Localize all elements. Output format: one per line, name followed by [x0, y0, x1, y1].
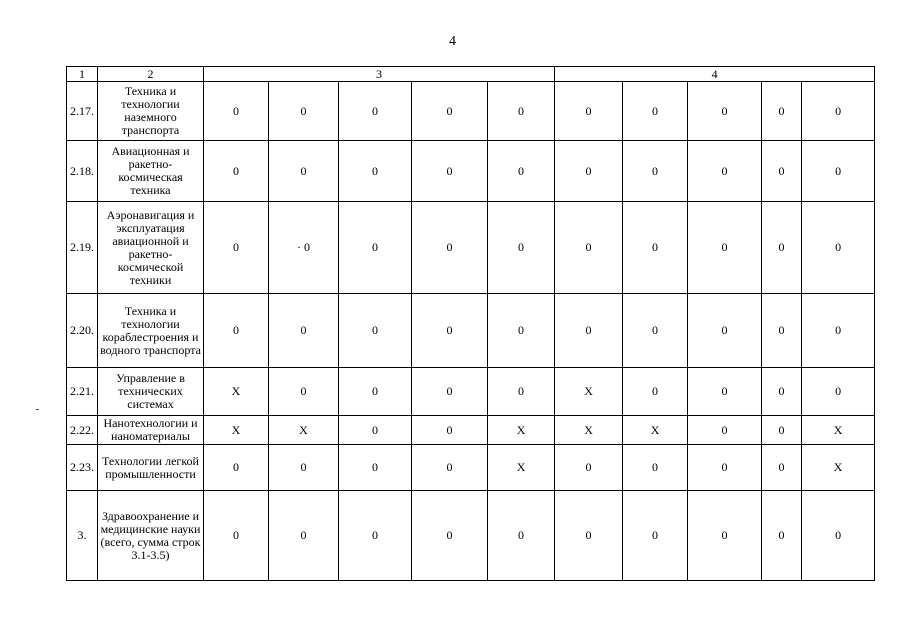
value-cell: 0: [339, 416, 412, 445]
value-cell: X: [623, 416, 688, 445]
table-row: [67, 445, 875, 491]
value-cell: 0: [802, 82, 875, 141]
value-cell: 0: [762, 368, 802, 416]
row-name: Аэронавигация и эксплуатация авиационной и ракетно-космической техники: [98, 202, 204, 294]
value-cell: 0: [204, 202, 269, 294]
value-cell: 0: [623, 445, 688, 491]
value-cell: 0: [802, 141, 875, 202]
value-cell: 0: [339, 491, 412, 581]
row-number: 2.18.: [67, 141, 98, 202]
value-cell: 0: [802, 202, 875, 294]
value-cell: 0: [555, 491, 623, 581]
row-name: Управление в технических системах: [98, 368, 204, 416]
value-cell: 0: [802, 368, 875, 416]
value-cell: 0: [412, 202, 488, 294]
value-cell: 0: [555, 82, 623, 141]
table-row: [67, 141, 875, 202]
value-cell: 0: [555, 294, 623, 368]
value-cell: 0: [688, 202, 762, 294]
value-cell: 0: [762, 82, 802, 141]
value-cell: 0: [412, 141, 488, 202]
value-cell: X: [204, 368, 269, 416]
value-cell: 0: [204, 294, 269, 368]
value-cell: 0: [488, 294, 555, 368]
value-cell: 0: [339, 141, 412, 202]
value-cell: 0: [269, 294, 339, 368]
value-cell: 0: [269, 368, 339, 416]
value-cell: 0: [555, 202, 623, 294]
row-name: Техника и технологии кораблестроения и водного транспорта: [98, 294, 204, 368]
value-cell: 0: [339, 294, 412, 368]
value-cell: X: [802, 445, 875, 491]
row-name: Здравоохранение и медицинские науки (всего, сумма строк 3.1-3.5): [98, 491, 204, 581]
table-row: [67, 491, 875, 581]
row-number: 2.23.: [67, 445, 98, 491]
value-cell: 0: [688, 416, 762, 445]
value-cell: 0: [762, 491, 802, 581]
row-number: 2.19.: [67, 202, 98, 294]
page-number: 4: [449, 34, 456, 49]
header-col-3: 3: [204, 67, 555, 82]
row-number: 2.21.: [67, 368, 98, 416]
value-cell: 0: [762, 416, 802, 445]
header-row: [67, 67, 875, 82]
row-number: 2.22.: [67, 416, 98, 445]
value-cell: 0: [802, 294, 875, 368]
value-cell: 0: [269, 141, 339, 202]
value-cell: 0: [623, 491, 688, 581]
value-cell: X: [555, 368, 623, 416]
value-cell: 0: [339, 445, 412, 491]
value-cell: 0: [204, 82, 269, 141]
table-row: [67, 294, 875, 368]
value-cell: 0: [412, 294, 488, 368]
value-cell: 0: [762, 445, 802, 491]
value-cell: 0: [623, 82, 688, 141]
value-cell: X: [488, 416, 555, 445]
value-cell: 0: [488, 141, 555, 202]
row-name: Нанотехнологии и наноматериалы: [98, 416, 204, 445]
value-cell: 0: [623, 368, 688, 416]
value-cell: 0: [412, 368, 488, 416]
header-col-2: 2: [98, 67, 204, 82]
value-cell: 0: [688, 82, 762, 141]
value-cell: X: [488, 445, 555, 491]
header-col-4: 4: [555, 67, 875, 82]
value-cell: 0: [762, 294, 802, 368]
value-cell: 0: [412, 82, 488, 141]
value-cell: 0: [488, 202, 555, 294]
value-cell: 0: [412, 416, 488, 445]
value-cell: 0: [204, 141, 269, 202]
data-table: [66, 66, 875, 581]
value-cell: 0: [688, 294, 762, 368]
row-name: Авиационная и ракетно-космическая техника: [98, 141, 204, 202]
value-cell: 0: [555, 445, 623, 491]
value-cell: 0: [488, 368, 555, 416]
value-cell: 0: [623, 294, 688, 368]
value-cell: 0: [688, 141, 762, 202]
value-cell: 0: [688, 445, 762, 491]
value-cell: 0: [762, 202, 802, 294]
header-col-1: 1: [67, 67, 98, 82]
value-cell: X: [802, 416, 875, 445]
value-cell: 0: [488, 82, 555, 141]
value-cell: 0: [339, 82, 412, 141]
row-number: 2.20.: [67, 294, 98, 368]
value-cell: 0: [339, 368, 412, 416]
margin-mark: [36, 409, 39, 410]
value-cell: X: [555, 416, 623, 445]
value-cell: X: [204, 416, 269, 445]
table-row: [67, 202, 875, 294]
value-cell: 0: [412, 491, 488, 581]
table-row: [67, 82, 875, 141]
value-cell: 0: [204, 491, 269, 581]
value-cell: 0: [204, 445, 269, 491]
value-cell: 0: [688, 491, 762, 581]
value-cell: 0: [762, 141, 802, 202]
value-cell: 0: [488, 491, 555, 581]
row-number: 2.17.: [67, 82, 98, 141]
row-number: 3.: [67, 491, 98, 581]
table-row: [67, 368, 875, 416]
value-cell: X: [269, 416, 339, 445]
value-cell: 0: [555, 141, 623, 202]
value-cell: 0: [339, 202, 412, 294]
table-row: [67, 416, 875, 445]
value-cell: 0: [623, 141, 688, 202]
value-cell: 0: [269, 82, 339, 141]
value-cell: 0: [688, 368, 762, 416]
value-cell: 0: [623, 202, 688, 294]
value-cell: 0: [269, 491, 339, 581]
value-cell: 0: [802, 491, 875, 581]
value-cell: · 0: [269, 202, 339, 294]
value-cell: 0: [269, 445, 339, 491]
row-name: Технологии легкой промышленности: [98, 445, 204, 491]
row-name: Техника и технологии наземного транспорта: [98, 82, 204, 141]
value-cell: 0: [412, 445, 488, 491]
